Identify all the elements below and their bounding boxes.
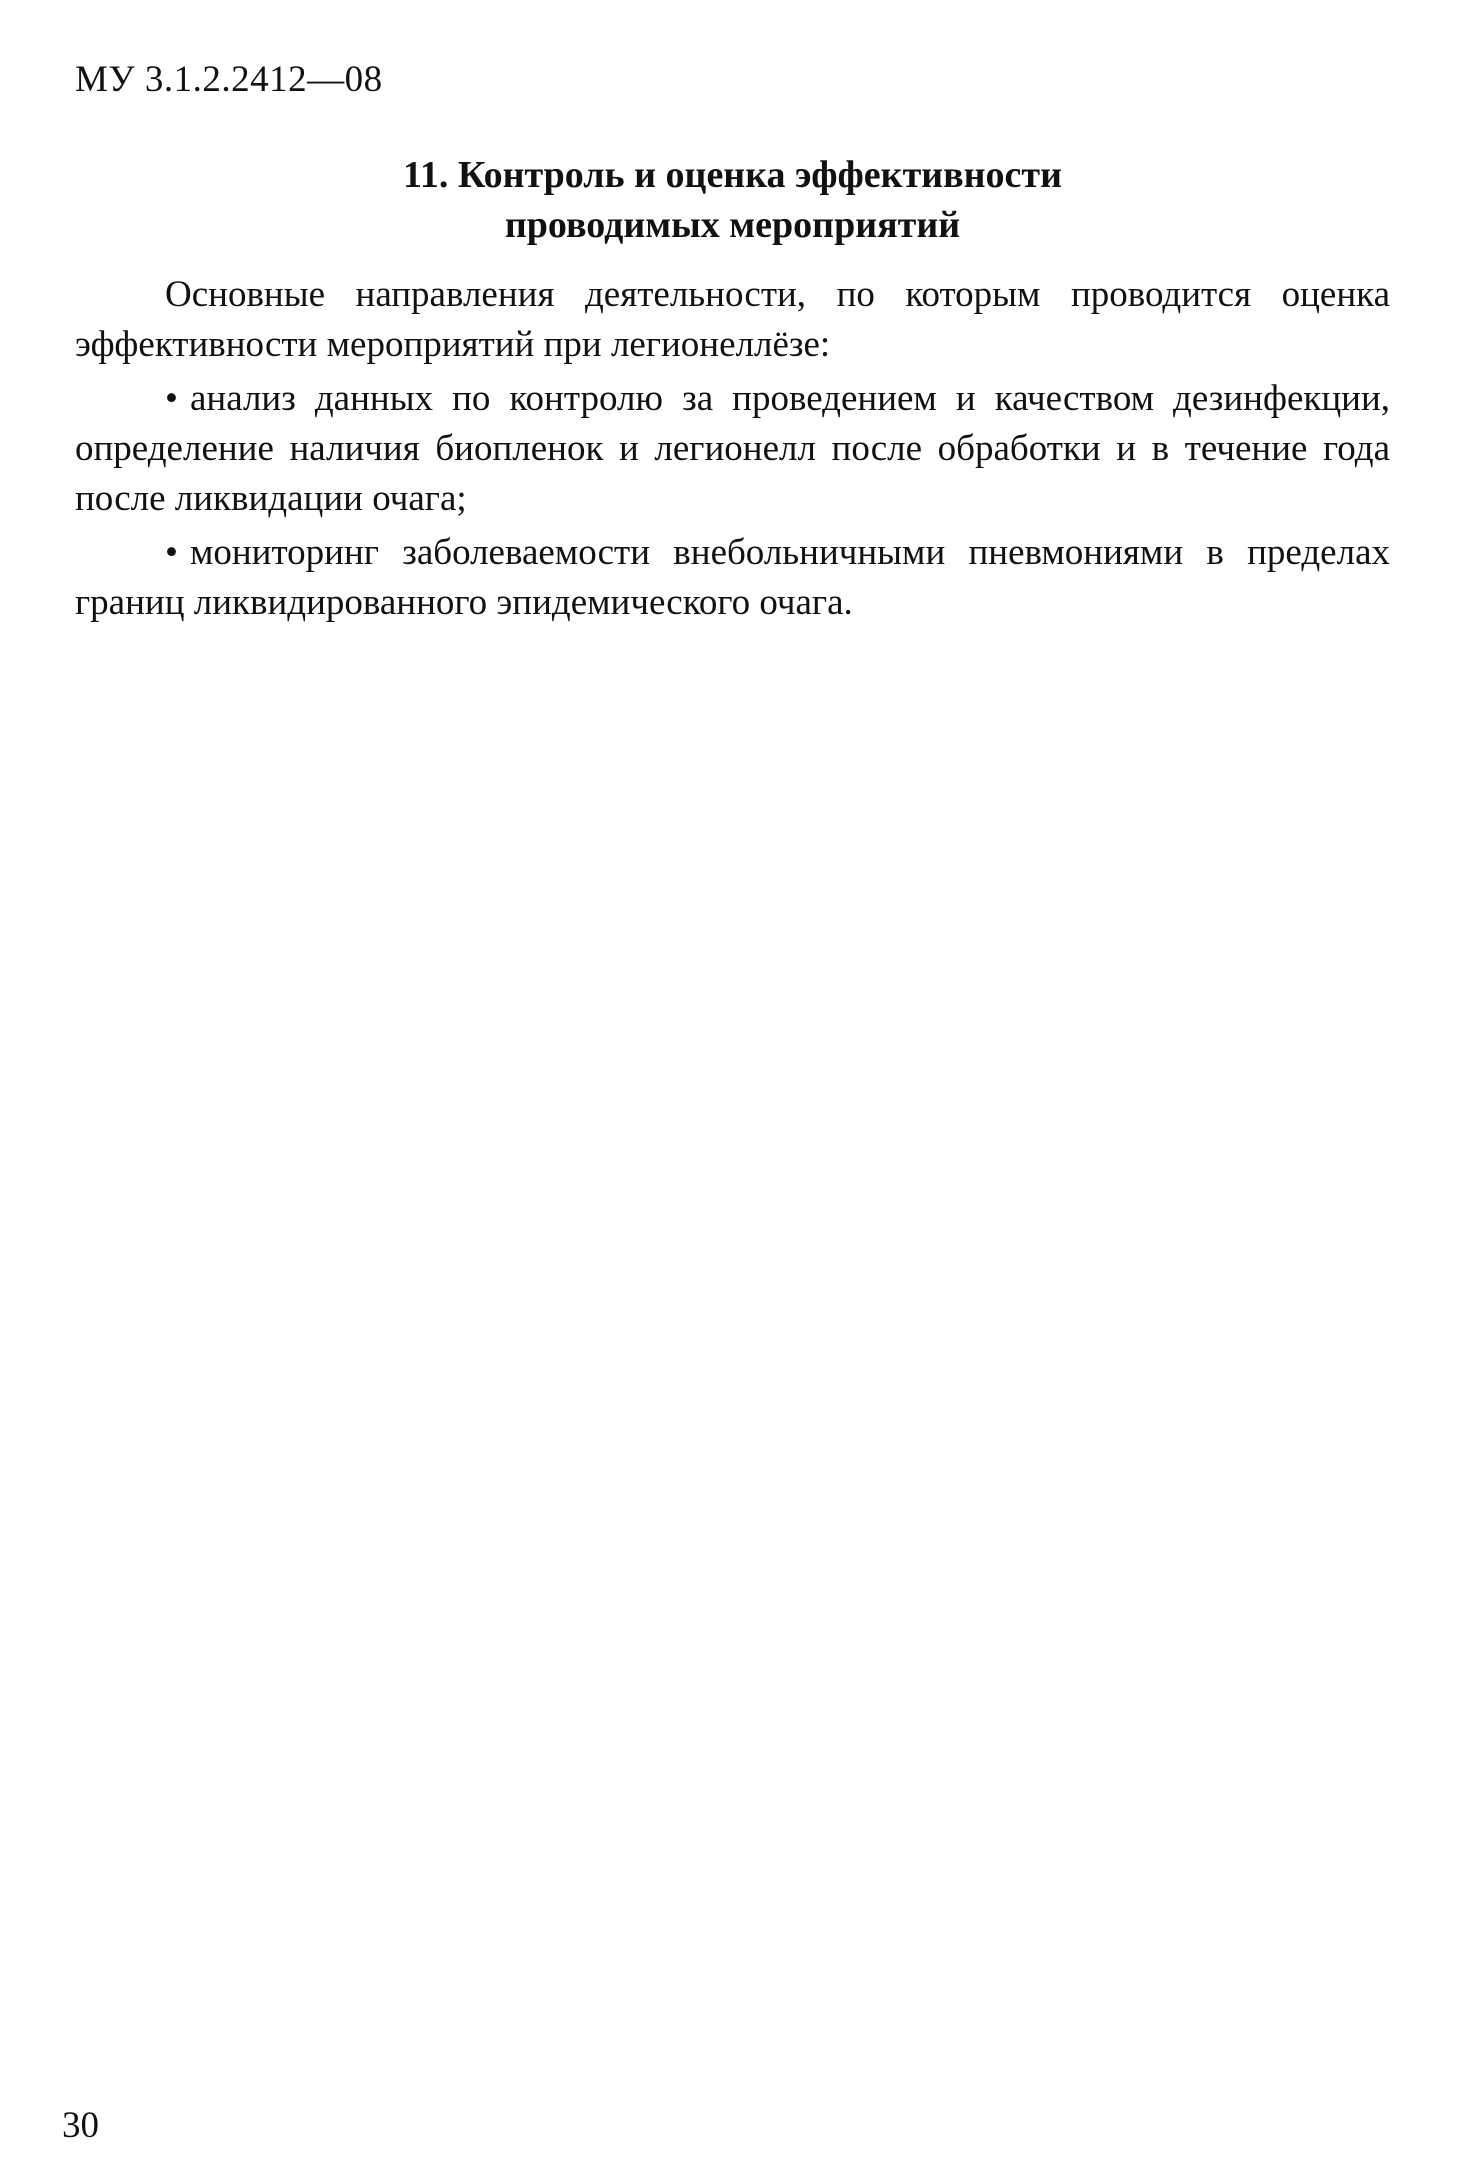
body-text (75, 270, 1390, 632)
section-title-line-1: 11. Контроль и оценка эффективности (403, 154, 1062, 196)
bullet-item-disinfection-control (75, 374, 1390, 524)
document-code: МУ 3.1.2.2412—08 (75, 59, 383, 100)
intro-paragraph: Основные направления деятельности, по которым проводится оценка эффективности мероприятий при легионеллёзе: (75, 274, 1390, 365)
section-title (75, 150, 1390, 250)
bullet-text: мониторинг заболеваемости внебольничными пневмониями в пределах границ ликвидированного эпидемического очага. (75, 532, 1390, 623)
bullet-icon: • (165, 532, 178, 573)
section-title-line-2: проводимых мероприятий (504, 204, 961, 246)
bullet-icon: • (165, 378, 178, 419)
bullet-text: анализ данных по контролю за проведением и качеством дезинфекции, определение наличия биопленок и легионелл после обработки и в течение года после ликвидации очага; (75, 378, 1390, 519)
bullet-item-pneumonia-monitoring (75, 528, 1390, 628)
page-number: 30 (62, 2105, 99, 2146)
